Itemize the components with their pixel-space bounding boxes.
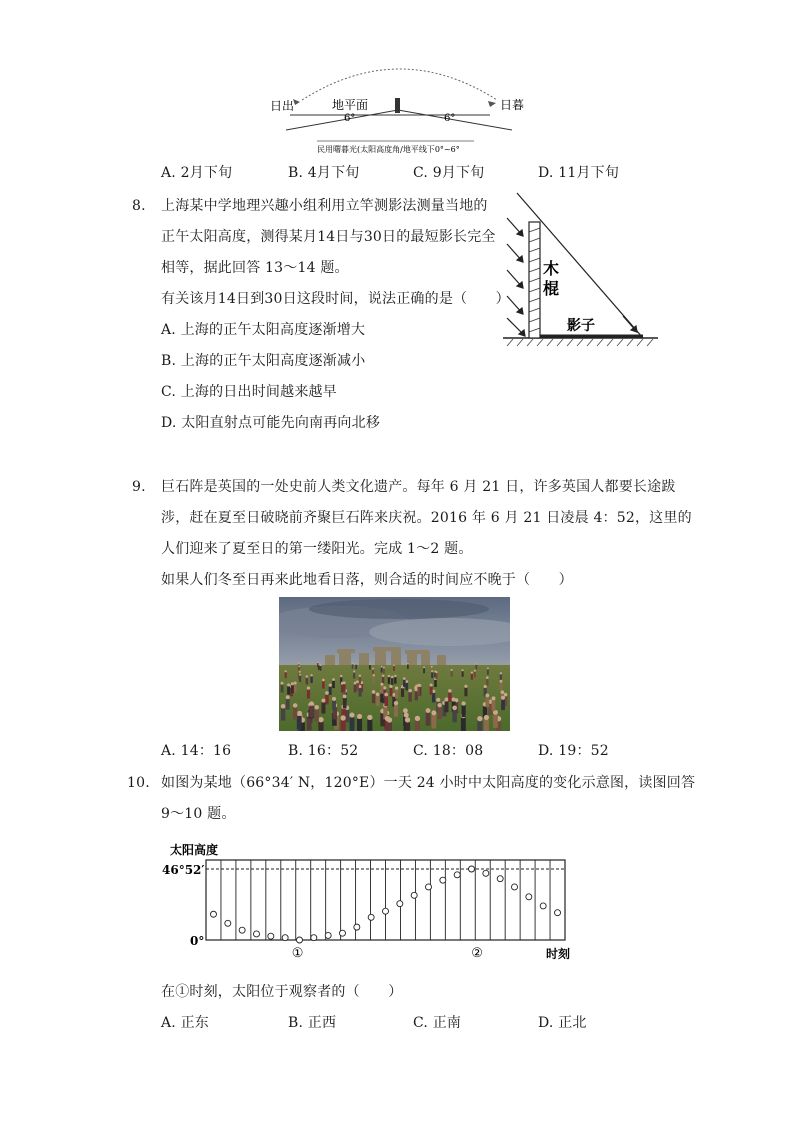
time-marker: ① [291,946,304,961]
q10-option-b[interactable]: B. 正西 [288,1015,337,1031]
q9-option-c[interactable]: C. 18：08 [413,743,484,759]
altitude-point [440,877,446,883]
altitude-point [411,892,417,898]
altitude-point [354,924,360,930]
q9-option-a[interactable]: A. 14：16 [161,743,232,759]
angle-right-label: 6° [444,113,456,124]
q8-question: 有关该月14日到30日这段时间，说法正确的是（ ） [161,291,510,307]
q10-stem-line-2: 9～10 题。 [161,806,236,822]
q10-number: 10. [127,775,150,791]
altitude-point [239,927,245,933]
twilight-line-left [286,110,398,130]
twilight-diagram [262,58,542,158]
q9-question: 如果人们冬至日再来此地看日落，则合适的时间应不晚于（ ） [161,572,573,588]
arrow-right [488,101,496,107]
stonehenge-photo [279,597,510,731]
ground-hatching [507,339,653,346]
q7-option-a[interactable]: A. 2月下旬 [161,165,233,181]
altitude-point [225,920,231,926]
altitude-point [296,937,302,943]
q8-stem-line-2: 正午太阳高度，测得某月14日与30日的最短影长完全 [161,229,496,245]
altitude-point [426,884,432,890]
stick-label-1: 木 [543,259,560,278]
altitude-point [512,884,518,890]
altitude-point [311,935,317,941]
altitude-point [210,911,216,917]
sun-path-arc [302,69,497,100]
q10-option-a[interactable]: A. 正东 [161,1015,210,1031]
q7-option-b[interactable]: B. 4月下旬 [288,165,360,181]
sunrise-label: 日出 [270,99,295,113]
q10-stem-line-1: 如图为某地（66°34′ N，120°E）一天 24 小时中太阳高度的变化示意图，读图回答 [161,775,696,791]
q10-option-d[interactable]: D. 正北 [538,1015,587,1031]
observer-mark [395,98,400,113]
q7-option-d[interactable]: D. 11月下旬 [538,165,620,181]
q10-option-c[interactable]: C. 正南 [413,1015,462,1031]
q9-option-d[interactable]: D. 19：52 [538,743,609,759]
q8-number: 8. [132,198,146,214]
altitude-point [282,935,288,941]
altitude-point [540,903,546,909]
sun-altitude-chart [160,838,620,968]
q9-option-b[interactable]: B. 16：52 [288,743,359,759]
angle-left-label: 6° [344,113,356,124]
stick-label-2: 棍 [543,279,560,298]
q8-option-d[interactable]: D. 太阳直射点可能先向南再向北移 [161,415,381,431]
altitude-point [383,908,389,914]
q8-stem-line-1: 上海某中学地理兴趣小组利用立竿测影法测量当地的 [161,198,488,214]
altitude-point [253,931,259,937]
q8-option-c[interactable]: C. 上海的日出时间越来越早 [161,384,337,400]
q9-stem-line-3: 人们迎来了夏至日的第一缕阳光。完成 1～2 题。 [161,541,473,557]
y-tick-max: 46°52′ [162,863,205,877]
altitude-point [268,933,274,939]
q9-stem-line-2: 涉，赶在夏至日破晓前齐聚巨石阵来庆祝。2016 年 6 月 21 日凌晨 4：52，这里的 [161,510,692,526]
altitude-point [497,876,503,882]
twilight-caption: 民用曙暮光(太阳高度角/地平线下0°~6° [317,145,460,154]
q7-option-c[interactable]: C. 9月下旬 [413,165,485,181]
y-tick-zero: 0° [190,934,205,948]
y-axis-label: 太阳高度 [170,843,219,857]
shadow-label: 影子 [567,318,595,334]
altitude-point [555,910,561,916]
sunset-label: 日暮 [500,98,525,112]
altitude-point [526,894,532,900]
altitude-point [454,872,460,878]
time-marker: ② [471,946,483,961]
q9-stem-line-1: 巨石阵是英国的一处史前人类文化遗产。每年 6 月 21 日，许多英国人都要长途跋 [161,479,676,495]
horizon-label: 地平面 [332,98,369,112]
altitude-point [339,930,345,936]
q8-option-b[interactable]: B. 上海的正午太阳高度逐渐减小 [161,353,366,369]
stick-shadow-diagram [503,188,663,348]
altitude-point [368,914,374,920]
q8-option-a[interactable]: A. 上海的正午太阳高度逐渐增大 [161,322,366,338]
altitude-point [469,866,475,872]
x-axis-label: 时刻 [546,947,571,961]
altitude-point [397,901,403,907]
q10-question: 在①时刻，太阳位于观察者的（ ） [161,984,403,1000]
arrow-left [293,99,300,105]
altitude-point [325,932,331,938]
q8-stem-line-3: 相等，据此回答 13～14 题。 [161,260,349,276]
altitude-point [483,870,489,876]
q9-number: 9. [132,479,146,495]
